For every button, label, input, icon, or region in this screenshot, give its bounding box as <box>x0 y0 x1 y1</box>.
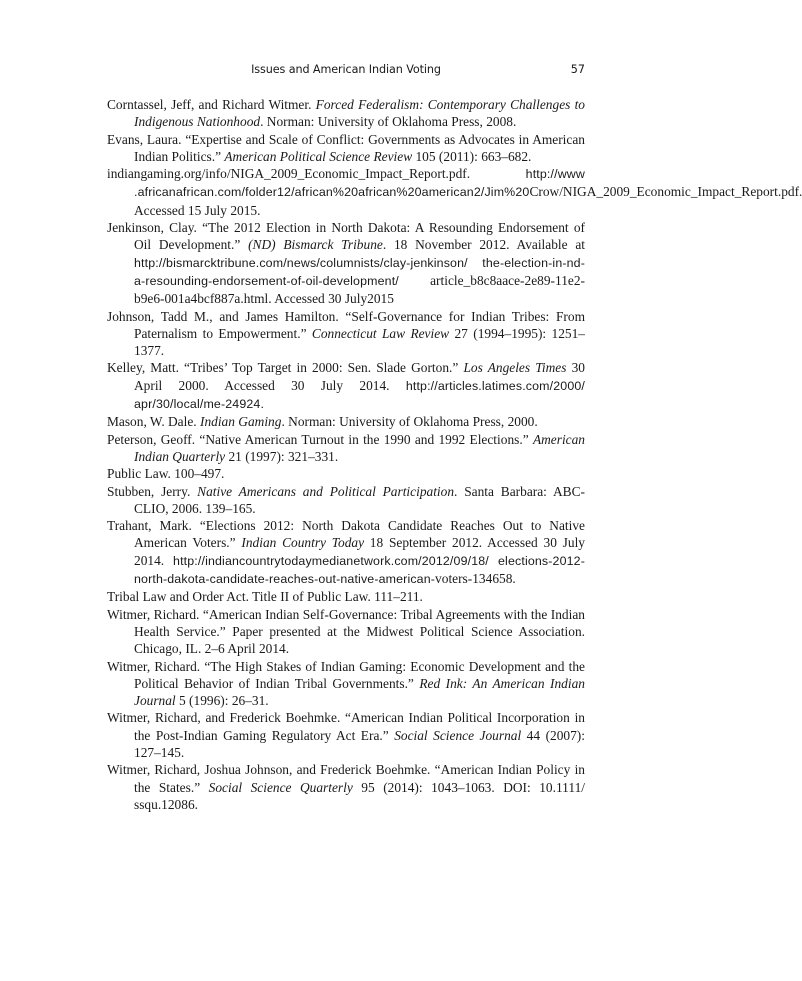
reference-source-title: Connecticut Law Review <box>311 325 450 341</box>
reference-source-title: Native Americans and Political Participation <box>197 483 455 499</box>
reference-entry <box>107 465 585 482</box>
reference-source-title: Social Science Quarterly <box>208 779 353 795</box>
reference-text: 30 April 2000. Accessed 30 July 2014. <box>134 360 585 393</box>
reference-text: Kelley, Matt. “Tribes’ Top Target in 2000: Sen. Slade Gorton.” <box>107 360 464 376</box>
reference-text: Jenkinson, Clay. “The 2012 Election in North Dakota: A Resounding Endorsement of Oil Development.” <box>107 220 585 253</box>
reference-text: 18 September 2012. Accessed 30 July 2014. <box>134 535 586 568</box>
reference-text: Witmer, Richard, and Frederick Boehmke. “American Indian Political Incorporation in the Post-Indian Gaming Regulatory Act Era.” <box>107 710 585 743</box>
reference-text: Tribal Law and Order Act. Title II of Public Law. 111–211. <box>107 589 423 605</box>
reference-text: . 18 November 2012. Available at <box>382 237 585 253</box>
reference-text: article_b8c8aace-2e89-11e2-b9e6-001a4bcf887a.html. Accessed 30 July2015 <box>134 272 585 307</box>
page-number: 57 <box>570 63 585 76</box>
reference-list <box>107 96 802 813</box>
reference-source-title: Indian Country Today <box>241 535 365 551</box>
reference-text: Corntassel, Jeff, and Richard Witmer. <box>107 97 316 112</box>
reference-text: Witmer, Richard. “American Indian Self-Governance: Tribal Agreements with the Indian Health Service.” Paper presented at the Midwest Political Science Association. Chicago, IL. 2–6 April 2014. <box>107 606 585 657</box>
reference-entry <box>107 431 585 466</box>
reference-text: Crow/NIGA_2009_Economic_Impact_Report.pdf. Accessed 15 July 2015. <box>134 184 802 218</box>
reference-text: Witmer, Richard, Joshua Johnson, and Frederick Boehmke. “American Indian Policy in the States.” <box>107 762 585 795</box>
reference-url[interactable]: http://www .africanafrican.com/folder12/african%20african%20american2/Jim%20 <box>134 167 585 200</box>
reference-text: indiangaming.org/info/NIGA_2009_Economic_Impact_Report.pdf. <box>107 166 526 182</box>
reference-source-title: (ND) Bismarck Tribune <box>248 237 383 253</box>
reference-source-title: American Political Science Review <box>224 148 413 164</box>
reference-entry <box>107 219 585 307</box>
reference-text: Trahant, Mark. “Elections 2012: North Dakota Candidate Reaches Out to Native American Voters.” <box>107 518 585 551</box>
reference-entry <box>107 131 585 166</box>
reference-entry <box>107 709 585 761</box>
reference-url[interactable]: http://indiancountrytodaymedianetwork.com/2012/09/18/ elections-2012-north-dakota-candidate-reaches-out-native-american- <box>134 553 585 587</box>
reference-text: Mason, W. Dale. <box>107 414 200 430</box>
reference-entry <box>107 761 585 813</box>
reference-source-title: Red Ink: An American Indian Journal <box>134 675 585 709</box>
reference-source-title: Forced Federalism: Contemporary Challenges to Indigenous Nationhood <box>134 97 585 130</box>
reference-entry <box>107 588 585 605</box>
reference-entry <box>107 165 802 219</box>
reference-entry <box>107 606 585 658</box>
reference-entry <box>107 658 585 710</box>
reference-source-title: Social Science Journal <box>394 727 522 743</box>
reference-text: . Norman: University of Oklahoma Press, 2000. <box>281 414 538 430</box>
reference-text: Evans, Laura. “Expertise and Scale of Conflict: Governments as Advocates in American Indian Politics.” <box>107 131 585 164</box>
reference-entry <box>107 517 585 588</box>
reference-text: 21 (1997): 321–331. <box>225 448 339 464</box>
reference-text: 5 (1996): 26–31. <box>175 693 269 709</box>
reference-text: 105 (2011): 663–682. <box>412 148 532 164</box>
reference-entry <box>107 308 585 360</box>
reference-text: Public Law. 100–497. <box>107 466 225 482</box>
reference-entry <box>107 96 585 131</box>
reference-text: Stubben, Jerry. <box>107 483 198 499</box>
reference-source-title: Indian Gaming <box>199 414 282 430</box>
reference-source-title: Los Angeles Times <box>463 360 567 376</box>
reference-text: voters-134658. <box>435 571 516 587</box>
reference-text: . Norman: University of Oklahoma Press, 2008. <box>260 114 517 130</box>
reference-entry <box>107 483 585 518</box>
reference-text: Witmer, Richard. “The High Stakes of Indian Gaming: Economic Development and the Political Behavior of Indian Tribal Governments.” <box>107 658 585 691</box>
reference-text: 44 (2007): 127–145. <box>134 727 585 760</box>
reference-entry <box>107 359 585 413</box>
reference-text: 95 (2014): 1043–1063. DOI: 10.1111/ ssqu.12086. <box>134 779 585 812</box>
reference-text: 27 (1994–1995): 1251–1377. <box>134 325 586 359</box>
running-title: Issues and American Indian Voting <box>251 63 441 76</box>
reference-url[interactable]: http://bismarcktribune.com/news/columnists/clay-jenkinson/ the-election-in-nd-a-resounding-endorsement-of-oil-development/ <box>134 255 585 288</box>
reference-source-title: American Indian Quarterly <box>134 431 585 464</box>
running-head <box>107 63 585 81</box>
reference-entry <box>107 413 585 430</box>
reference-text: Johnson, Tadd M., and James Hamilton. “Self-Governance for Indian Tribes: From Paternalism to Empowerment.” <box>107 308 585 341</box>
reference-text: Peterson, Geoff. “Native American Turnout in the 1990 and 1992 Elections.” <box>107 431 533 447</box>
reference-url[interactable]: http://articles.latimes.com/2000/ apr/30/local/me-24924. <box>134 378 585 412</box>
reference-text: . Santa Barbara: ABC-CLIO, 2006. 139–165. <box>134 483 585 516</box>
